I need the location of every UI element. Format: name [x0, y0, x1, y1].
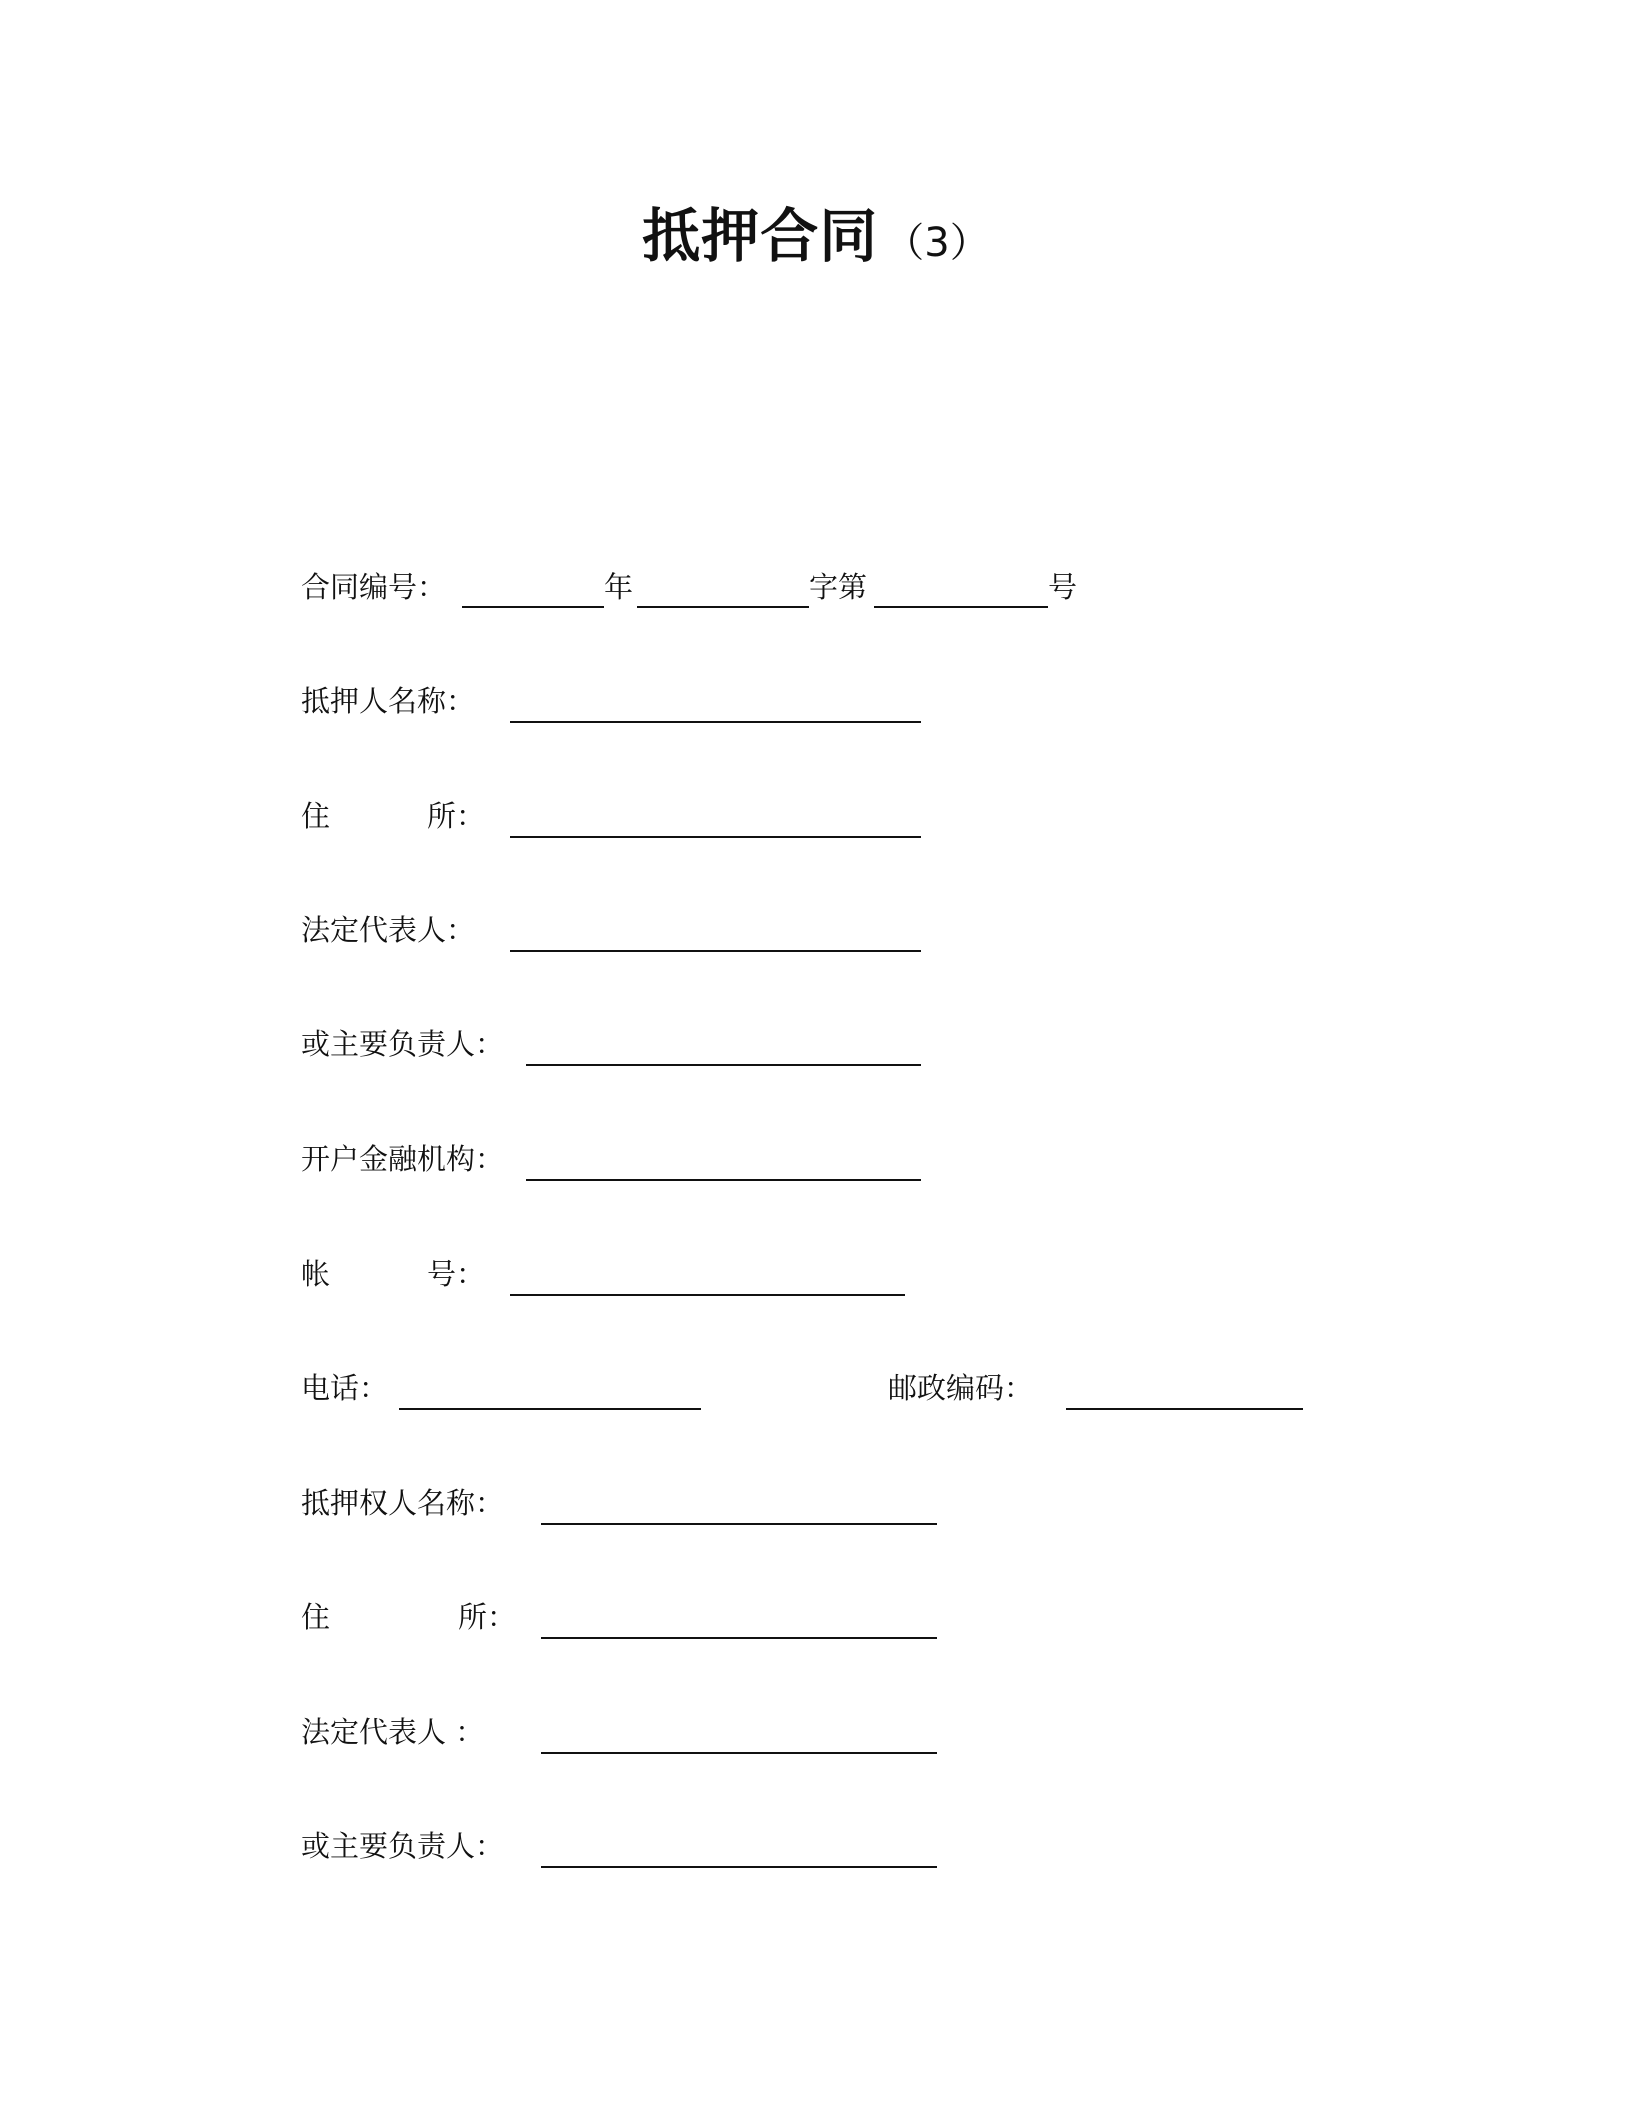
mortgagor-principal-label: 或主要负责人：	[301, 1027, 505, 1061]
mortgagor-account-label-b: 号：	[427, 1257, 486, 1291]
mortgagee-address-label-a: 住	[301, 1600, 331, 1634]
mortgagor-postcode-label: 邮政编码：	[888, 1371, 1034, 1405]
contract-no-label: 合同编号：	[301, 570, 447, 604]
mortgagee-name-label: 抵押权人名称：	[301, 1486, 505, 1520]
mortgagor-phone-label: 电话：	[301, 1371, 389, 1405]
mortgagee-name-field[interactable]	[541, 1523, 937, 1525]
mortgagee-principal-label: 或主要负责人：	[301, 1829, 505, 1863]
mortgagor-account-field[interactable]	[510, 1294, 905, 1296]
contract-no-blank-2[interactable]	[637, 606, 809, 608]
mortgagor-bank-label: 开户金融机构：	[301, 1142, 505, 1176]
mortgagor-account-label-a: 帐	[301, 1257, 331, 1291]
mortgagor-postcode-field[interactable]	[1066, 1408, 1303, 1410]
contract-hao-label: 号	[1048, 570, 1078, 604]
contract-no-blank-1[interactable]	[462, 606, 604, 608]
contract-zidi-label: 字第	[809, 570, 868, 604]
document-title	[0, 196, 1632, 291]
contract-year-label: 年	[604, 570, 634, 604]
mortgagor-principal-field[interactable]	[526, 1064, 921, 1066]
mortgagor-name-field[interactable]	[510, 721, 921, 723]
mortgagor-address-label-a: 住	[301, 799, 331, 833]
title-main: 抵押合同	[642, 202, 879, 270]
mortgagee-legal-rep-label: 法定代表人 ：	[301, 1715, 485, 1749]
contract-no-blank-3[interactable]	[874, 606, 1048, 608]
mortgagee-address-label-b: 所：	[458, 1600, 517, 1634]
mortgagor-bank-field[interactable]	[526, 1179, 921, 1181]
mortgagor-phone-field[interactable]	[399, 1408, 701, 1410]
title-number: （3）	[884, 220, 990, 266]
mortgagee-address-field[interactable]	[541, 1637, 937, 1639]
mortgagor-address-label-b: 所：	[427, 799, 486, 833]
mortgagor-name-label: 抵押人名称：	[301, 684, 476, 718]
mortgagor-address-field[interactable]	[510, 836, 921, 838]
mortgagee-principal-field[interactable]	[541, 1866, 937, 1868]
mortgagee-legal-rep-field[interactable]	[541, 1752, 937, 1754]
mortgagor-legal-rep-field[interactable]	[510, 950, 921, 952]
mortgagor-legal-rep-label: 法定代表人：	[301, 913, 476, 947]
